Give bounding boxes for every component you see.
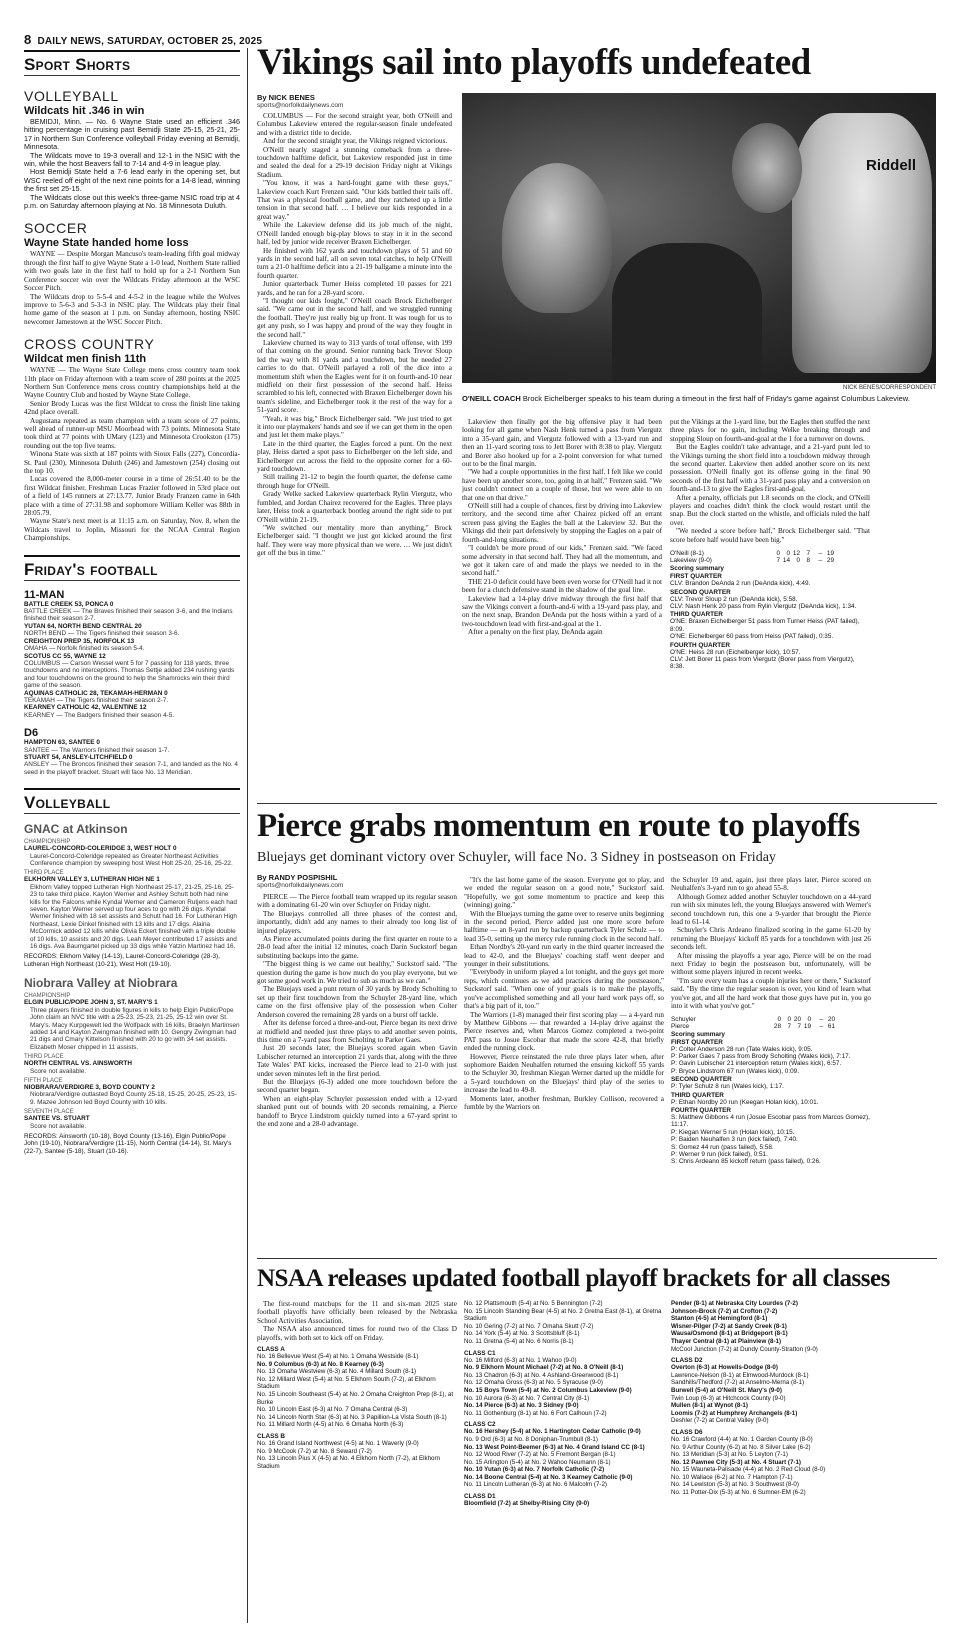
linescore-row: [671, 1016, 871, 1023]
matchup: No. 10 Yutan (6-3) at No. 7 Norfolk Catholic (7-2): [464, 1466, 605, 1474]
matchup: No. 11 Gothenburg (8-1) at No. 6 Fort Calhoun (7-2): [464, 1409, 607, 1417]
paragraph: Junior quarterback Turner Heiss completed 10 passes for 221 yards, and he ran for a 28-yard score.: [257, 280, 452, 297]
paragraph: Moments later, another freshman, Burkley Collison, recovered a fumble by the Warriors on: [464, 1094, 664, 1111]
summary-line: S: Matthew Gibbons 4 run (Josue Escobar pass from Marcos Gomez), 11:17.: [671, 1113, 870, 1129]
paragraph: THE 21-0 deficit could have been even worse for O'Neill had it not been for a clutch defensive stand in the shadow of the goal line.: [462, 577, 662, 595]
matchup: No. 12 Wood River (7-2) at No. 5 Fremont Bergan (8-1): [464, 1451, 616, 1459]
coach-jacket: [612, 243, 762, 383]
paragraph: PIERCE — The Pierce football team wrapped up its regular season with a dominating 61-20 win over Schuyler on Friday night.: [257, 893, 457, 910]
vikings-column-1: [257, 112, 452, 802]
summary-line: P: Tyler Schulz 8 run (Wales kick), 1:17.: [671, 1083, 784, 1091]
team-name: O'Neill (8-1): [670, 550, 704, 558]
paragraph: Augustana repeated as team champion with a team score of 27 points, well ahead of runner-up MSU Moorhead with 73 points. Minnesota State took third at 77 points with UMary (123) and Minnesota Crookston (175) rounding out the top five teams.: [24, 416, 240, 450]
summary-line: O'NE: Braxen Eichelberger 51 pass from Turner Heiss (PAT failed), 8:09.: [670, 618, 860, 633]
matchup: No. 14 Pierce (6-3) at No. 3 Sidney (9-0): [464, 1402, 579, 1410]
class-heading: CLASS A: [257, 1346, 285, 1354]
paragraph: "You know, it was a hard-fought game with these guys," Lakeview coach Kurt Frenzen said. "Our kids battled their tails off. That was a physical football game, and they ratcheted up a little tension in that second half. … I believe our kids responded in a great way.": [257, 179, 452, 221]
paragraph: With the Bluejays turning the game over to reserve units beginning in the second period, Pierce added just one more score before halftime — an 8-yard run by backup quarterback Tyler Schulz — to lead 35-0, setting up the mercy rule running clock in the second half.: [464, 909, 664, 943]
paragraph: The Wildcats drop to 5-5-4 and 4-5-2 in the league while the Wolves improve to 5-6-3 and 5-3-3 in NSIC play. The Wildcats play their final home game of the season at 1 p.m. on Sunday afternoon, hosting NSIC newcomer Jamestown at the WSC Soccer Pitch.: [24, 292, 240, 326]
rule: [24, 50, 240, 52]
matchup: Stanton (4-5) at Hemingford (8-1): [671, 1315, 768, 1323]
quarter-score: 7: [797, 1022, 801, 1030]
game-score: BATTLE CREEK 53, PONCA 0: [24, 600, 114, 608]
third-score: NORTH CENTRAL VS. AINSWORTH: [24, 1060, 132, 1068]
summary-line: CLV: Nash Henk 20 pass from Rylin Viergutz (DeAnda kick), 1:34.: [670, 602, 857, 610]
championship-note: Three players finished in double figures in kills to help Elgin Public/Pope John claim an NVC title with a 25-23, 25-23, 21-25, 25-12 win over St. Mary's. Macy Kurpgewelt led the Wolfpack with 16 kills, Braelyn Martinsen added 14 and Kayton Zwingman finished with 10. Gengry Zwingman had 21 digs and Cmary Kittelson finished with 20 to go with 34 set assists. Elizabeth Moser chipped in 11 assists.: [30, 1006, 240, 1051]
paragraph: Ethan Nordby's 20-yard run early in the third quarter increased the lead to 42-0, and the Bluejays' coaching staff went deeper and younger in their substitutions.: [464, 943, 664, 969]
quarter-score: 0: [786, 550, 790, 558]
pierce-column-3: [671, 876, 871, 1253]
nsaa-brackets-3: [671, 1300, 871, 1625]
matchup: Bloomfield (7-2) at Shelby-Rising City (9-0): [464, 1500, 590, 1508]
paragraph: "I couldn't be more proud of our kids," Frenzen said. "We faced some adversity in that second half. They had all the momentum, and we got it taken care of and made the plays we needed to in the second half.": [462, 544, 662, 578]
matchup: No. 12 Pawnee City (5-3) at No. 4 Stuart (7-1): [671, 1458, 801, 1466]
linescore-row: [670, 550, 870, 557]
paragraph: Just 20 seconds later, the Bluejays scored again when Gavin Lubischer returned an interception 21 yards that, along with the three Tate Wales' PAT kicks, increased the Pierce lead to 21-0 with just under seven minutes left in the first period.: [257, 1044, 457, 1078]
final-score: 29: [826, 557, 834, 565]
nsaa-intro: [257, 1300, 457, 1342]
rule: [257, 1258, 937, 1259]
quarter-score: 0: [777, 1015, 781, 1023]
vikings-photo: [462, 93, 936, 383]
paragraph: Lakeview then finally got the big offensive play it had been looking for all game when Nash Henk turned a pass from Viergutz into a 35-yard gain, and Viergutz followed with a 13-yard run and then an 11-yard scoring toss to Jett Borer with 8:38 to play. Viergutz and Borer also hooked up for a 2-point conversion for what turned out to be the final margin.: [462, 418, 662, 469]
summary-line: O'NE: Heiss 28 run (Eichelberger kick), 10:57.: [670, 648, 801, 656]
game-score: HAMPTON 63, SANTEE 0: [24, 739, 100, 747]
volleyball-results-title: Volleyball: [24, 793, 111, 813]
summary-heading: THIRD QUARTER: [670, 611, 723, 619]
summary-line: P: Bryce Lindstrom 67 run (Wales kick), 0:09.: [671, 1067, 799, 1075]
matchup: No. 15 Lincoln Southeast (5-4) at No. 2 Omaha Creighton Prep (8-1), at Burke: [257, 1391, 454, 1406]
matchup: No. 13 Omaha Westview (6-3) at No. 4 Millard South (8-1): [257, 1368, 417, 1376]
helmet-logo: Riddell: [866, 157, 917, 174]
fifth-score: NIOBRARA/VERDIGRE 3, BOYD COUNTY 2: [24, 1083, 155, 1091]
matchup: No. 14 York (5-4) at No. 3 Scottsbluff (8-1): [464, 1330, 580, 1338]
summary-line: P: Parker Gaes 7 pass from Brody Scholting (Wales kick), 7:17.: [671, 1052, 851, 1060]
seventh-score: SANTEE VS. STUART: [24, 1115, 90, 1123]
game-score: SCOTUS CC 55, WAYNE 12: [24, 652, 106, 660]
volleyball-story: [24, 118, 240, 210]
final-score: 61: [827, 1022, 835, 1030]
paragraph: "We had a couple opportunities in the first half. I felt like we could have been up another score, too, going in at half," Frenzen said. "We just couldn't connect on a couple of those, but we were able to on that one on that drive.": [462, 468, 662, 502]
vikings-byline-block: [257, 93, 452, 109]
class-heading: CLASS D2: [671, 1357, 703, 1365]
paragraph: Grady Welke sacked Lakeview quarterback Rylin Viergutz, who fumbled, and Jordan Chairez recovered for the Eagles. Three plays later, Heiss took a quarterback bootleg around the right side to put O'Neill within 21-19.: [257, 490, 452, 524]
paragraph: He finished with 162 yards and touchdown plays of 51 and 60 yards in the second half, all on seven total catches, to help O'Neill turn a 21-0 halftime deficit into a 21-19 ballgame a minute into the fourth quarter.: [257, 246, 452, 280]
matchup: No. 10 Aurora (6-3) at No. 7 Central City (8-1): [464, 1394, 590, 1402]
dash: –: [818, 550, 822, 558]
left-rail: [24, 50, 240, 1625]
matchup: No. 9 Elkhorn Mount Michael (7-2) at No. 8 O'Neill (8-1): [464, 1364, 624, 1372]
championship-note: Laurel-Concord-Coleridge repeated as Greater Northeast Activities Conference champion by sweeping host West Holt 25-20, 25-16, 25-22.: [30, 852, 233, 867]
class-heading: CLASS B: [257, 1432, 286, 1440]
paragraph: Schuyler's Chris Ardeano finalized scoring in the game 61-20 by returning the Bluejays' kickoff 85 yards for a touchdown with just 26 seconds left.: [671, 926, 871, 952]
paragraph: The Wildcats close out this week's three-game NSIC road trip at 4 p.m. on Saturday afternoon playing at No. 18 Minnesota Duluth.: [24, 192, 240, 211]
dash: –: [819, 1015, 823, 1023]
vikings-byline: By NICK BENES: [257, 93, 315, 102]
paragraph: Still trailing 21-12 to begin the fourth quarter, the defense came through huge for O'Neill.: [257, 473, 452, 490]
quarter-score: 7: [787, 1022, 791, 1030]
paragraph: After missing the playoffs a year ago, Pierce will be on the road next Friday to begin the postseason but, unfortunately, will be without some players injured in recent weeks.: [671, 951, 871, 977]
paragraph: Senior Brody Lucas was the first Wildcat to cross the finish line taking 42nd place overall.: [24, 399, 240, 417]
paragraph: Winona State was sixth at 187 points with Sioux Falls (227), Concordia-St. Paul (230), Minnesota Duluth (246) and Jamestown (254) closing out the top 10.: [24, 450, 240, 475]
fridays-football-title: Friday's football: [24, 559, 158, 579]
matchup: Burwell (5-4) at O'Neill St. Mary's (9-0): [671, 1386, 782, 1394]
masthead: DAILY NEWS, SATURDAY, OCTOBER 25, 2025: [37, 36, 263, 47]
matchup: No. 15 Wauneta-Palisade (4-4) at No. 2 Red Cloud (8-0): [671, 1466, 826, 1474]
game-note: BATTLE CREEK — The Braves finished their season 3-6, and the Indians finished their season 2-7.: [24, 608, 233, 623]
rule: [24, 580, 240, 581]
paragraph: And for the second straight year, the Vikings reigned victorious.: [263, 137, 448, 146]
paragraph: After a penalty on the first play, DeAnda again: [468, 628, 603, 637]
game-note: TEKAMAH — The Tigers finished their season 2-7.: [24, 696, 169, 704]
matchup: Wisner-Pilger (7-2) at Sandy Creek (8-1): [671, 1322, 787, 1330]
paragraph: After a penalty, officials put 1.8 seconds on the clock, and O'Neill players and coaches didn't think the clock would restart until the snap. But the clock started on the whistle, and officials ruled the half over.: [670, 493, 870, 527]
matchup: No. 14 Boone Central (5-4) at No. 3 Kearney Catholic (9-0): [464, 1473, 633, 1481]
summary-heading: THIRD QUARTER: [671, 1091, 724, 1099]
team-name: Lakeview (9-0): [670, 557, 712, 565]
summary-heading: SECOND QUARTER: [670, 588, 731, 596]
paragraph: WAYNE — Despite Morgan Mancuso's team-leading fifth goal midway through the first half to give Wayne State a 1-0 lead, Northern State rallied with two goals late in the first half to hold up for a 2-1 Northern Sun Conference soccer win over the Wildcats Friday afternoon at the WSC Soccer Pitch.: [24, 250, 240, 293]
paragraph: WAYNE — The Wayne State College mens cross country team took 11th place on Friday afternoon with a team score of 280 points at the 2025 Northern Sun Conference mens cross country championships held at the Wayne Country Club and hosted by Wayne State College.: [24, 366, 240, 400]
niobrara-results: [24, 993, 240, 1155]
summary-line: P: Kiegan Werner 5 run (Holan kick), 10:15.: [671, 1128, 795, 1136]
summary-line: P: Gavin Lubischer 21 interception return (Wales kick), 6:57.: [671, 1060, 842, 1068]
paragraph: The first-round matchups for the 11 and six-man 2025 state football playoffs have officially been released by the Nebraska School Activities Association.: [257, 1300, 457, 1325]
game-score: STUART 54, ANSLEY-LITCHFIELD 0: [24, 753, 133, 761]
quarter-score: 0: [787, 1015, 791, 1023]
quarter-score: 0: [776, 550, 780, 558]
rule: [24, 813, 240, 814]
summary-line: CLV: Brandon DeAnda 2 run (DeAnda kick), 4:49.: [670, 580, 811, 588]
paragraph: However, Pierce reinstated the rule three plays later when, after sophomore Baiden Neuhalfen returned the ensuing kickoff 55 yards to the Schuyler 30, freshman Kiegan Werner darted up the middle for a 5-yard touchdown on the Bluejays' third play of the series to increase the lead to 49-8.: [464, 1052, 664, 1095]
pierce-box-score: [671, 1016, 871, 1166]
rule: [24, 75, 240, 76]
matchup: No. 12 Millard West (5-4) at No. 5 Elkhorn South (7-2), at Elkhorn Stadium: [257, 1375, 436, 1391]
third-label: THIRD PLACE: [24, 870, 64, 877]
matchup: Overton (6-3) at Howells-Dodge (8-0): [671, 1364, 778, 1372]
matchup: No. 9 Columbus (6-3) at No. 8 Kearney (6-3): [257, 1360, 384, 1368]
championship-score: ELGIN PUBLIC/POPE JOHN 3, ST. MARY'S 1: [24, 999, 158, 1007]
game-note: OMAHA — Norfolk finished its season 5-4.: [24, 645, 145, 653]
sport-shorts-title: Sport Shorts: [24, 55, 131, 74]
nsaa-column-1: [257, 1300, 457, 1625]
summary-line: S: Gomez 44 run (pass failed), 5:58.: [671, 1143, 774, 1151]
niobrara-heading: Niobrara Valley at Niobrara: [24, 976, 178, 991]
matchup: No. 13 West Point-Beemer (6-3) at No. 4 Grand Island CC (8-1): [464, 1443, 645, 1451]
summary-line: O'NE: Eichelberger 60 pass from Heiss (PAT failed), 0:35.: [670, 633, 834, 641]
paragraph: O'Neill still had a couple of chances, first by driving into Lakeview territory, and the second time after Chairez picked off an errant screen pass giving the Eagles the ball at the Lakeview 32. But the Vikings did their part defensively by stopping the Eagles on a pair of fourth-and-long situations.: [462, 502, 662, 544]
paragraph: After its defense forced a three-and-out, Pierce began its next drive at midfield and needed just three plays to add another seven points, this time on a 7-yard pass from Scholting to Parker Gaes.: [257, 1019, 457, 1044]
rule: [24, 555, 240, 557]
summary-heading: SECOND QUARTER: [671, 1076, 732, 1084]
games-11man: [24, 601, 240, 720]
matchup: No. 15 Arlington (5-4) at No. 2 Wahoo Neumann (8-1): [464, 1458, 611, 1466]
quarter-score: 14: [782, 557, 790, 565]
matchup: No. 16 Milford (6-3) at No. 1 Wahoo (9-0): [464, 1356, 577, 1364]
paragraph: "It's the last home game of the season. Everyone got to play, and we ended the regular season on a good note," Suckstorf said. "Hopefully, we got some momentum to practice and keep this (winning) going.": [464, 876, 664, 910]
nsaa-brackets-1: [257, 1346, 457, 1470]
team-name: Schuyler: [671, 1015, 696, 1023]
summary-line: CLV: Jett Borer 11 pass from Viergutz (Borer pass from Viergutz), 8:38.: [670, 655, 855, 671]
summary-heading: FOURTH QUARTER: [671, 1106, 731, 1114]
summary-heading: FIRST QUARTER: [670, 573, 722, 581]
game-score: KEARNEY CATHOLIC 42, VALENTINE 12: [24, 704, 147, 712]
paragraph: "I'm sure every team has a couple injuries here or there," Suckstorf said. "By the time the regular season is over, you kind of learn what you've got, and all the hard work that those guys have put in, you go into it with what you've got.": [671, 976, 871, 1011]
game-note: ANSLEY — The Broncos finished their season 7-1, and landed as the No. 4 seed in the playoff bracket. Stuart will face No. 13 Meridian.: [24, 761, 238, 776]
matchup: No. 10 Gering (7-2) at No. 7 Omaha Skutt (7-2): [464, 1322, 594, 1330]
vikings-headline: Vikings sail into playoffs undefeated: [257, 42, 811, 83]
soccer-headline: Wayne State handed home loss: [24, 237, 189, 250]
matchup: No. 16 Hershey (5-4) at No. 1 Hartington Cedar Catholic (9-0): [464, 1428, 641, 1436]
rule: [257, 803, 937, 804]
column-divider: [247, 48, 248, 1623]
caption-lead: O'NEILL COACH: [462, 394, 521, 403]
matchup: McCool Junction (7-2) at Dundy County-Stratton (9-0): [671, 1345, 818, 1353]
paragraph: Lakeview churned its way to 313 yards of total offense, with 199 of that coming on the ground. Senior running back Trevor Sloup led the way with 81 yards and a touchdown, but he needed 27 carries to do that. O'Neill parlayed a roll of the dice into a momentum shift when the Eagles went for it on fourth-and-10 near midfield on their first possession of the second half. Heiss scrambled to his left, connected with Braxen Eichelberger down his team's sideline, and Eichelberger took it the rest of the way for a 51-yard score.: [257, 338, 452, 415]
matchup: No. 12 Plattsmouth (5-4) at No. 5 Bennington (7-2): [464, 1300, 603, 1307]
coach-figure: [502, 163, 612, 313]
class-heading: CLASS C1: [464, 1349, 496, 1357]
player-figure: [792, 113, 932, 373]
page-header: [24, 32, 262, 47]
matchup: No. 11 Millard North (4-5) at No. 6 Omaha North (6-3): [257, 1421, 404, 1429]
summary-heading: Scoring summary: [670, 565, 724, 573]
matchup: No. 14 Lincoln North Star (6-3) at No. 3 Papillion-La Vista South (8-1): [257, 1413, 447, 1421]
seventh-label: SEVENTH PLACE: [24, 1109, 74, 1116]
paragraph: Lucas covered the 8,000-meter course in a time of 26:51.40 to be the first Wildcat finisher. Freshman Lucas Frazier followed in 53rd place out of a field of 145 runners at 27:13.77. Junior Brady Franzen came in 64th place with a time of 27:31.98 and sophomore William Keller was 88th in 28:05.79.: [24, 475, 240, 518]
class-heading: CLASS C2: [464, 1421, 496, 1429]
paragraph: While the Lakeview defense did its job much of the night, O'Neill landed enough big-play blows to stay in it in the second half, led by junior wide receiver Braxen Eichelberger.: [257, 221, 452, 247]
photo-credit: NICK BENES/CORRESPONDENT: [842, 385, 936, 391]
matchup: No. 11 Potter-Dix (5-3) at No. 6 Sumner-EM (6-2): [671, 1489, 806, 1497]
pierce-byline-block: [257, 873, 457, 889]
quarter-score: 20: [793, 1015, 801, 1023]
summary-line: P: Ethan Nordby 20 run (Keegan Holan kick), 10:01.: [671, 1098, 819, 1106]
paragraph: As Pierce accumulated points during the first quarter en route to a 28-0 lead after the initial 12 minutes, coach Darin Suckstorf began substituting backups into the game.: [257, 935, 457, 960]
class-heading: CLASS D1: [464, 1493, 496, 1501]
pierce-subhead: Bluejays get dominant victory over Schuyler, will face No. 3 Sidney in postseason on Friday: [257, 850, 776, 865]
paragraph: The NSAA also announced times for round two of the Class D playoffs, with both set to kick off on Friday.: [257, 1325, 457, 1342]
dash: –: [819, 1022, 823, 1030]
third-score: ELKHORN VALLEY 3, LUTHERAN HIGH NE 1: [24, 876, 160, 884]
matchup: No. 16 Grand Island Northwest (4-5) at No. 1 Waverly (9-0): [257, 1439, 419, 1447]
quarter-score: 7: [776, 557, 780, 565]
class-d6-heading: D6: [24, 727, 39, 740]
game-score: CREIGHTON PREP 35, NORFOLK 13: [24, 637, 135, 645]
matchup: Twin Loup (6-3) at Hitchcock County (9-0): [671, 1394, 786, 1402]
volleyball-headline: Wildcats hit .346 in win: [24, 105, 145, 117]
game-note: KEARNEY — The Badgers finished their season 4-5.: [24, 711, 175, 719]
matchup: Johnson-Brock (7-2) at Crofton (7-2): [671, 1307, 778, 1315]
matchup: No. 9 Arthur County (6-2) at No. 8 Silver Lake (6-2): [671, 1443, 811, 1451]
pierce-headline: Pierce grabs momentum en route to playoffs: [257, 808, 860, 844]
player-helmet: [732, 123, 802, 213]
summary-heading: FOURTH QUARTER: [670, 641, 730, 649]
nsaa-headline: NSAA releases updated football playoff brackets for all classes: [257, 1265, 890, 1292]
paragraph: Lakeview had a 14-play drive midway through the first half that saw the Vikings convert a fourth-and-6 with a 19-yard pass play, and on the next snap, Brandon DeAnda put the hosts within a yard of a two-touchdown lead with first-and-goal at the 1.: [462, 594, 662, 628]
volleyball-label: VOLLEYBALL: [24, 88, 119, 104]
paragraph: The Warriors (1-8) managed their first scoring play — a 4-yard run by Matthew Gibbons — that rewarded a 14-play drive against the Pierce reserves and, when Marcos Gomez completed a two-point PAT pass to Josue Escobar that made the score 42-8, that briefly ended the running clock.: [464, 1010, 664, 1053]
paragraph: The Bluejays controlled all three phases of the contest and, importantly, didn't add any names to their already too long list of injured players.: [257, 909, 457, 935]
summary-line: P: Werner 9 run (kick failed), 0:51.: [671, 1150, 768, 1158]
game-note: NORTH BEND — The Tigers finished their season 3-6.: [24, 630, 180, 638]
paragraph: "Everybody in uniform played a lot tonight, and the guys get more reps, which continues as we add practices during the postseason," Suckstorf said. "When one of your goals is to make the playoffs, you've accomplished something and all your hard work pays off, so that's a big part of it, too.": [464, 968, 664, 1011]
matchup: No. 14 Lewiston (5-3) at No. 3 Southwest (8-0): [671, 1481, 799, 1489]
paragraph: "We needed a score before half," Brock Eichelberger said. "That score before half would have been big.": [670, 527, 870, 544]
matchup: No. 16 Crawford (4-4) at No. 1 Garden County (8-0): [671, 1435, 813, 1443]
matchup: No. 10 Lincoln East (6-3) at No. 7 Omaha Central (6-3): [257, 1406, 408, 1414]
fifth-note: Niobrara/Verdigre outlasted Boyd County 25-18, 15-25, 20-25, 25-23, 15-9. Mazee Johnson led Boyd County with 10 kills.: [30, 1091, 237, 1106]
soccer-story: [24, 250, 240, 326]
paragraph: COLUMBUS — For the second straight year, both O'Neill and Columbus Lakeview entered the regular-season finale undefeated and with a district title to decide.: [257, 112, 452, 137]
fifth-label: FIFTH PLACE: [24, 1077, 63, 1084]
championship-label: CHAMPIONSHIP: [24, 839, 71, 846]
paragraph: But the Bluejays (6-3) added one more touchdown before the second quarter began.: [257, 1077, 457, 1095]
matchup: Loomis (7-2) at Humphrey Archangels (8-1): [671, 1409, 798, 1417]
paragraph: "The biggest thing is we came out healthy," Suckstorf said. "The question during the game is how much do you play everyone, but we got some good work in. We tried to sub as much as we can.": [257, 960, 457, 986]
gnac-results: [24, 839, 240, 968]
game-note: SANTEE — The Warriors finished their season 1-7.: [24, 746, 170, 754]
summary-line: S: Chris Ardeano 85 kickoff return (pass failed), 0:26.: [671, 1158, 821, 1166]
matchup: No. 11 Gretna (5-4) at No. 6 Norris (8-1): [464, 1337, 574, 1345]
final-score: 19: [826, 550, 834, 558]
quarter-score: 7: [806, 550, 810, 558]
vikings-email: sports@norfolkdailynews.com: [257, 102, 344, 109]
matchup: Mullen (8-1) at Wynot (8-1): [671, 1402, 748, 1410]
soccer-label: SOCCER: [24, 220, 88, 237]
vikings-column-3-text: [670, 418, 870, 544]
paragraph: put the Vikings at the 1-yard line, but the Eagles then stuffed the next three plays for no gain, including Welke breaking through and stopping Sloup on fourth-and-goal at the 1 for a turnover on downs.: [670, 418, 870, 443]
quarter-score: 19: [803, 1022, 811, 1030]
summary-line: CLV: Trevor Sloup 2 run (DeAnda kick), 5:58.: [670, 595, 798, 603]
team-name: Pierce: [671, 1022, 690, 1030]
cross-country-story: [24, 366, 240, 543]
cross-country-label: CROSS COUNTRY: [24, 336, 155, 353]
quarter-score: 8: [806, 557, 810, 565]
third-label: THIRD PLACE: [24, 1054, 64, 1061]
matchup: Wausa/Osmond (8-1) at Bridgeport (8-1): [671, 1330, 788, 1338]
linescore-row: [670, 557, 870, 564]
paragraph: The Wildcats move to 19-3 overall and 12-1 in the NSIC with the win, while the host Beavers fall to 7-14 and 4-9 in league play.: [24, 150, 240, 169]
matchup: Thayer Central (8-1) at Plainview (8-1): [671, 1337, 782, 1345]
vikings-column-2: [462, 418, 662, 803]
game-score: AQUINAS CATHOLIC 28, TEKAMAH-HERMAN 0: [24, 689, 168, 697]
summary-line: P: Baiden Neuhalfen 3 run (kick failed), 7:40.: [671, 1136, 798, 1144]
gnac-heading: GNAC at Atkinson: [24, 822, 128, 837]
matchup: No. 15 Boys Town (5-4) at No. 2 Columbus Lakeview (9-0): [464, 1386, 632, 1394]
linescore-row: [671, 1023, 871, 1030]
records: RECORDS: Elkhorn Valley (14-13), Laurel-Concord-Coleridge (28-3), Lutheran High Northeast (10-21), West Holt (19-10).: [24, 953, 220, 968]
dash: –: [818, 557, 822, 565]
games-d6: [24, 739, 240, 776]
page-number: 8: [24, 32, 32, 47]
vikings-box-score: [670, 550, 870, 671]
matchup: No. 13 Chadron (6-3) at No. 4 Ashland-Greenwood (8-1): [464, 1371, 619, 1379]
matchup: No. 9 McCook (7-2) at No. 8 Seward (7-2): [257, 1447, 372, 1455]
matchup: Deshler (7-2) at Central Valley (9-0): [671, 1417, 769, 1425]
paragraph: "Yeah, it was big," Brock Eichelberger said. "We just tried to get it into our playmakers' hands and see if we can get them in the open and just let them make plays.": [257, 414, 452, 440]
nsaa-brackets-2: [464, 1300, 664, 1625]
matchup: No. 10 Wallace (6-2) at No. 7 Hampton (7-1): [671, 1473, 793, 1481]
matchup: No. 9 Ord (6-3) at No. 8 Doniphan-Trumbull (8-1): [464, 1435, 598, 1443]
seventh-note: Score not available.: [30, 1122, 87, 1130]
class-11man-heading: 11-MAN: [24, 588, 65, 601]
rule: [24, 788, 240, 790]
paragraph: Late in the third quarter, the Eagles forced a punt. On the next play, Heiss darted a spot pass to Eichelberger on the left side, and Eichelberger cut across the field to the opposite corner for a 60-yard touchdown.: [257, 439, 452, 474]
caption-text: Brock Eichelberger speaks to his team during a timeout in the first half of Friday's game against Columbus Lakeview.: [522, 394, 910, 403]
quarter-score: 0: [796, 557, 800, 565]
paragraph: When an eight-play Schuyler possession ended with a 12-yard shanked punt out of bounds with 20 seconds remaining, a Pierce handoff to Bryce Lindstrom quickly turned into a 67-yard sprint to the end zone and a 28-0 advantage.: [257, 1094, 457, 1128]
paragraph: Although Gomez added another Schuyler touchdown on a 44-yard run with six minutes left, the young Bluejays answered with Werner's second touchdown run, this one a 9-yarder that brought the Pierce lead to 61-14.: [671, 892, 871, 927]
summary-heading: Scoring summary: [671, 1030, 725, 1038]
paragraph: BEMIDJI, Minn. — No. 6 Wayne State used an efficient .346 hitting percentage in cruising past Bemidji State 25-15, 25-21, 25-17 in Northern Sun Conference volleyball Friday evening at Bemidji, Minnesota.: [24, 117, 240, 152]
game-score: YUTAN 64, NORTH BEND CENTRAL 20: [24, 622, 142, 630]
pierce-column-3-text: [671, 876, 871, 1011]
final-score: 20: [827, 1015, 835, 1023]
records: RECORDS: Ainsworth (10-18), Boyd County (13-16), Elgin Public/Pope John (19-10), Niobrara/Verdigre (11-15), North Central (14-14), St. Mary's (22-7), Santee (5-18), Stuart (10-16).: [24, 1132, 232, 1155]
matchup: No. 11 Lincoln Lutheran (6-3) at No. 6 Malcolm (7-2): [464, 1481, 607, 1489]
third-note: Elkhorn Valley topped Lutheran High Northeast 25-17, 21-25, 25-16, 25-23 to take third place. Kaylon Werner and Ashley Schutt both had nine kills for the Falcons while Kyndal Werner and Cameron Rutjens each had seven. Kayton Werner served up four aces to go with 26 digs. Kyndal Werner finished with 18 set assists and Schutt had 16. For Lutheran High Northeast, Lexie Dinkel finished with 13 kills and 17 digs. Alaina McCormick added 12 kills while Olivia Eckert finished with a triple double of 10 kills, 10 assists and 20 digs. Leah Meyer contributed 17 assists and 16 digs. Ava Baumgartel picked up 33 digs while Yatzin Martinez had 16.: [30, 883, 237, 951]
game-note: COLUMBUS — Carson Wessel went 5 for 7 passing for 118 yards, three touchdowns and no interceptions. Thomas Settje added 234 rushing yards and four touchdowns on the ground to help the Shamrocks win their third game of the season.: [24, 659, 235, 690]
quarter-score: 12: [792, 550, 800, 558]
pierce-column-2: [464, 876, 664, 1253]
matchup: Lawrence-Nelson (8-1) at Elmwood-Murdock (8-1): [671, 1371, 809, 1379]
photo-caption: [462, 394, 936, 403]
third-note: Score not available.: [30, 1067, 87, 1075]
quarter-score: 28: [773, 1022, 781, 1030]
matchup: Sandhills/Thedford (7-2) at Anselmo-Merna (8-1): [671, 1379, 805, 1387]
paragraph: O'Neill nearly staged a stunning comeback from a three-touchdown halftime deficit, but Lakeview responded just in time and sealed the deal for a 29-19 decision Friday night at Vikings Stadium.: [257, 145, 452, 179]
championship-score: LAUREL-CONCORD-COLERIDGE 3, WEST HOLT 0: [24, 845, 177, 853]
paragraph: The Bluejays used a punt return of 30 yards by Brody Scholting to set up their first touchdown from the Schuyler 28-yard line, which came on the first offensive play of the possession when Colter Anderson covered the remaining 28 yards on a burst off tackle.: [257, 985, 457, 1019]
matchup: No. 13 Lincoln Pius X (4-5) at No. 4 Elkhorn North (7-2), at Elkhorn Stadium: [257, 1455, 440, 1470]
paragraph: "We switched our mentality more than anything," Brock Eichelberger said. "I thought we just got kicked around the first half. They were way more physical than we were. … We just didn't get off the bus in time.": [257, 523, 452, 558]
paragraph: But the Eagles couldn't take advantage, and a 21-yard punt led to the Vikings turning the short field into a touchdown midway through the second quarter. Lakeview then added another score on its next possession. O'Neill finally got its offense going in the final 90 seconds of the first half with a 31-yard pass play and a conversion on fourth-and-13 to give the Eagles first-and-goal.: [670, 443, 870, 494]
paragraph: "I thought our kids fought," O'Neill coach Brock Eichelberger said. "We came out in the second half, and we struggled running the football. They're just really big up front. It was tough for us to get any push, so I was happy and proud of the way they fought in the second half.": [257, 296, 452, 339]
paragraph: Host Bemidji State held a 7-6 lead early in the opening set, but WSC reeled off eight of the next nine points for a 14-8 lead, winning the first set 25-15.: [24, 167, 240, 194]
matchup: Pender (8-1) at Nebraska City Lourdes (7-2): [671, 1300, 798, 1307]
paragraph: Wayne State's next meet is at 11:15 a.m. on Saturday, Nov. 8, when the Wildcats travel to Joplin, Missouri for the NCAA Central Region Championships.: [24, 517, 240, 543]
paragraph: the Schuyler 19 and, again, just three plays later, Pierce scored on Neuhalfen's 3-yard run to go ahead 55-8.: [671, 876, 871, 893]
pierce-column-1: [257, 893, 457, 1253]
quarter-score: 0: [807, 1015, 811, 1023]
class-heading: CLASS D6: [671, 1428, 703, 1436]
matchup: No. 12 Omaha Gross (6-3) at No. 5 Syracuse (9-0): [464, 1379, 603, 1387]
championship-label: CHAMPIONSHIP: [24, 993, 71, 1000]
matchup: No. 13 Meridian (5-3) at No. 5 Leyton (7-1): [671, 1451, 788, 1459]
summary-heading: FIRST QUARTER: [671, 1038, 723, 1046]
matchup: No. 15 Lincoln Standing Bear (4-5) at No. 2 Gretna East (8-1), at Gretna Stadium: [464, 1307, 662, 1323]
pierce-byline: By RANDY POSPISHIL: [257, 873, 338, 882]
pierce-email: sports@norfolkdailynews.com: [257, 882, 344, 889]
vikings-column-3: [670, 418, 870, 803]
summary-line: P: Colter Anderson 28 run (Tate Wales kick), 9:05.: [671, 1045, 813, 1053]
cross-country-headline: Wildcat men finish 11th: [24, 353, 147, 366]
matchup: No. 16 Bellevue West (5-4) at No. 1 Omaha Westside (8-1): [257, 1353, 419, 1361]
